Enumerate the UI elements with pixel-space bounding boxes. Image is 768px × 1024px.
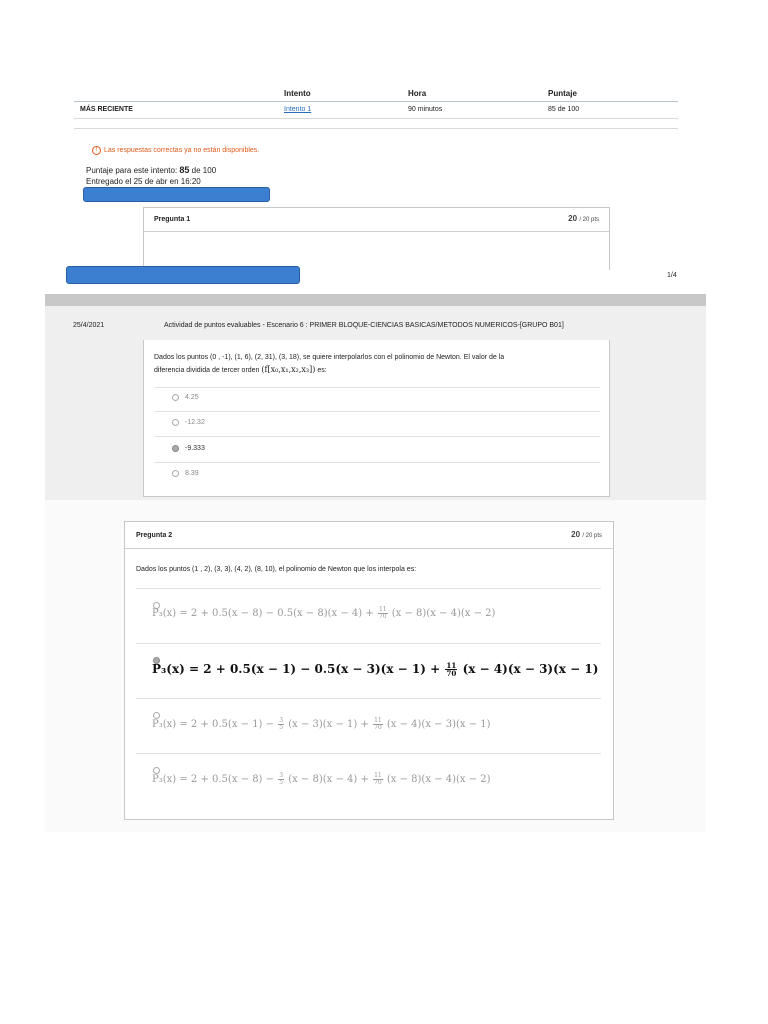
attempt-score: 85 de 100	[548, 106, 580, 113]
q1-sep-0	[154, 387, 600, 388]
page-counter: 1/4	[667, 272, 677, 279]
question-1-text-c: es:	[317, 367, 327, 374]
fraction	[378, 607, 388, 620]
frac-num: 3	[279, 717, 284, 724]
page-header-title: Actividad de puntos evaluables - Escenario 6 : PRIMER BLOQUE-CIENCIAS BASICAS/METODOS NUMERICOS-[GRUPO B01]	[164, 322, 564, 329]
formula-rhs: (x − 8)(x − 4)(x − 2)	[391, 608, 496, 619]
page-date: 25/4/2021	[73, 322, 105, 329]
score-line	[86, 165, 216, 175]
frac-den: 5	[279, 779, 284, 786]
q2-sep-2	[136, 698, 601, 699]
divided-difference-notation: (f[x₀,x₁,x₂,x₃])	[261, 365, 316, 374]
score-label: Puntaje para este intento:	[86, 166, 178, 175]
q1-option-2[interactable]	[172, 445, 205, 452]
frac-den: 70	[374, 779, 382, 786]
question-2-card	[124, 521, 614, 820]
formula-mid: (x − 8)(x − 4) +	[288, 774, 369, 785]
frac-num: 11	[374, 717, 382, 724]
question-1-card	[143, 207, 610, 270]
attempt-link[interactable]: Intento 1	[284, 106, 312, 113]
question-2-title: Pregunta 2	[136, 532, 173, 539]
page-divider	[45, 294, 706, 306]
frac-num: 11	[446, 661, 457, 670]
question-2-header	[125, 522, 613, 549]
radio-icon[interactable]	[172, 394, 179, 401]
q1-option-3[interactable]	[172, 470, 199, 477]
col-header-intento: Intento	[284, 89, 311, 98]
q1-sep-3	[154, 462, 600, 463]
formula-lhs: P₃(x) = 2 + 0.5(x − 8) −	[152, 774, 275, 785]
question-2-points-earned: 20	[571, 530, 581, 539]
question-1-header	[144, 208, 609, 232]
question-1-title: Pregunta 1	[154, 216, 191, 223]
attempt-time: 90 minutos	[408, 106, 443, 113]
fraction	[445, 662, 457, 677]
radio-selected-icon[interactable]	[172, 445, 179, 452]
score-total: de 100	[191, 166, 217, 175]
question-1-points-earned: 20	[568, 214, 578, 223]
frac-den: 70	[378, 613, 387, 620]
formula-lhs: P₃(x) = 2 + 0.5(x − 8) − 0.5(x − 8)(x − 4) +	[152, 608, 374, 619]
redaction-bar-2	[66, 266, 300, 284]
summary-row-rule	[74, 118, 678, 119]
fraction	[278, 773, 284, 786]
formula-lhs: P₃(x) = 2 + 0.5(x − 1) − 0.5(x − 3)(x − 1) +	[152, 662, 441, 677]
q2-option-1-formula	[152, 662, 598, 677]
q1-option-1[interactable]	[172, 419, 205, 426]
q1-option-0[interactable]	[172, 394, 199, 401]
score-value: 85	[179, 165, 190, 175]
frac-num: 11	[374, 772, 382, 779]
radio-icon[interactable]	[172, 470, 179, 477]
notice-text: Las respuestas correctas ya no están disponibles.	[104, 147, 260, 154]
fraction	[373, 718, 383, 731]
q1-option-1-text: -12.32	[185, 419, 205, 426]
question-1-body	[143, 340, 610, 497]
summary-header-rule	[74, 101, 678, 102]
q2-option-0-formula	[152, 607, 495, 620]
q2-sep-0	[136, 588, 601, 589]
fraction	[278, 718, 284, 731]
question-1-points-total: / 20 pts	[579, 217, 599, 223]
formula-rhs: (x − 8)(x − 4)(x − 2)	[386, 774, 491, 785]
notice	[92, 146, 259, 155]
q1-option-3-text: 8.39	[185, 470, 199, 477]
question-2-text: Dados los puntos (1 , 2), (3, 3), (4, 2), (8, 10), el polinomio de Newton que los interpola es:	[136, 566, 417, 573]
formula-rhs: (x − 4)(x − 3)(x − 1)	[462, 662, 599, 677]
question-1-text-b: diferencia dividida de tercer orden	[154, 367, 260, 374]
q1-option-0-text: 4.25	[185, 394, 199, 401]
frac-den: 5	[279, 724, 284, 731]
question-2-points-total: / 20 pts	[582, 533, 602, 539]
redaction-bar	[83, 187, 270, 202]
frac-num: 11	[378, 606, 387, 613]
q2-option-2-formula	[152, 718, 491, 731]
summary-bottom-rule	[74, 128, 678, 129]
frac-den: 70	[374, 724, 382, 731]
q2-option-3-formula	[152, 773, 491, 786]
question-1-points	[568, 214, 599, 223]
q1-option-2-text: -9.333	[185, 445, 205, 452]
formula-rhs: (x − 4)(x − 3)(x − 1)	[386, 719, 491, 730]
q1-sep-1	[154, 411, 600, 412]
alert-icon: !	[92, 146, 101, 155]
col-header-hora: Hora	[408, 89, 427, 98]
formula-lhs: P₃(x) = 2 + 0.5(x − 1) −	[152, 719, 275, 730]
frac-num: 3	[279, 772, 284, 779]
q2-sep-3	[136, 753, 601, 754]
question-1-text-a: Dados los puntos (0 , -1), (1, 6), (2, 31), (3, 18), se quiere interpolarlos con el polinomio de Newton. El valor de la	[154, 354, 505, 361]
frac-den: 70	[446, 669, 457, 679]
submitted-text: Entregado el 25 de abr en 16:20	[86, 177, 201, 186]
q2-sep-1	[136, 643, 601, 644]
attempt-row-label: MÁS RECIENTE	[80, 106, 133, 113]
question-2-points	[571, 530, 602, 539]
radio-icon[interactable]	[172, 419, 179, 426]
col-header-puntaje: Puntaje	[548, 89, 577, 98]
question-1-text	[154, 352, 594, 377]
fraction	[373, 773, 383, 786]
q1-sep-2	[154, 436, 600, 437]
formula-mid: (x − 3)(x − 1) +	[288, 719, 369, 730]
